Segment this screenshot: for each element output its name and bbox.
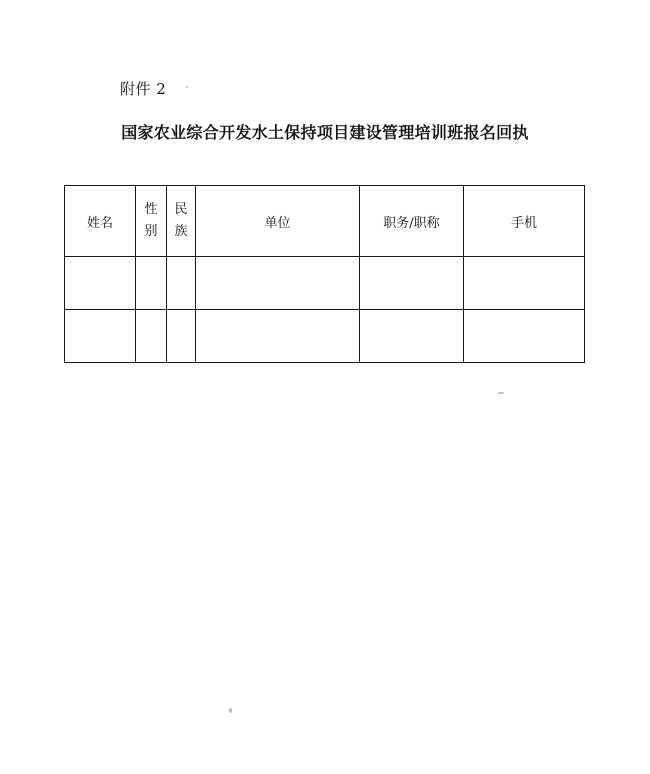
row1-unit-cell <box>196 257 360 310</box>
registration-table-container <box>64 185 584 363</box>
header-gender <box>136 186 167 257</box>
scan-speck <box>229 708 232 713</box>
row2-name-cell <box>65 310 136 363</box>
header-ethnicity-bottom: 族 <box>174 224 188 239</box>
row1-gender-cell <box>136 257 167 310</box>
attachment-label: 附件 2 <box>120 80 167 98</box>
registration-table <box>64 185 585 363</box>
table-row <box>65 310 585 363</box>
row1-phone-cell <box>464 257 585 310</box>
scan-speck <box>186 86 188 88</box>
header-ethnicity <box>167 186 196 257</box>
row2-ethnicity-cell <box>167 310 196 363</box>
header-gender-top: 性 <box>144 202 158 217</box>
document-title: 国家农业综合开发水土保持项目建设管理培训班报名回执 <box>121 123 529 142</box>
row2-gender-cell <box>136 310 167 363</box>
table-header-row <box>65 186 585 257</box>
row2-phone-cell <box>464 310 585 363</box>
header-gender-bottom: 别 <box>144 224 158 239</box>
table-row <box>65 257 585 310</box>
row1-name-cell <box>65 257 136 310</box>
header-position: 职务/职称 <box>360 186 464 257</box>
header-ethnicity-top: 民 <box>174 202 188 217</box>
row1-position-cell <box>360 257 464 310</box>
header-unit: 单位 <box>196 186 360 257</box>
row2-unit-cell <box>196 310 360 363</box>
header-phone: 手机 <box>464 186 585 257</box>
row2-position-cell <box>360 310 464 363</box>
row1-ethnicity-cell <box>167 257 196 310</box>
header-name: 姓名 <box>65 186 136 257</box>
scan-speck <box>498 392 504 394</box>
